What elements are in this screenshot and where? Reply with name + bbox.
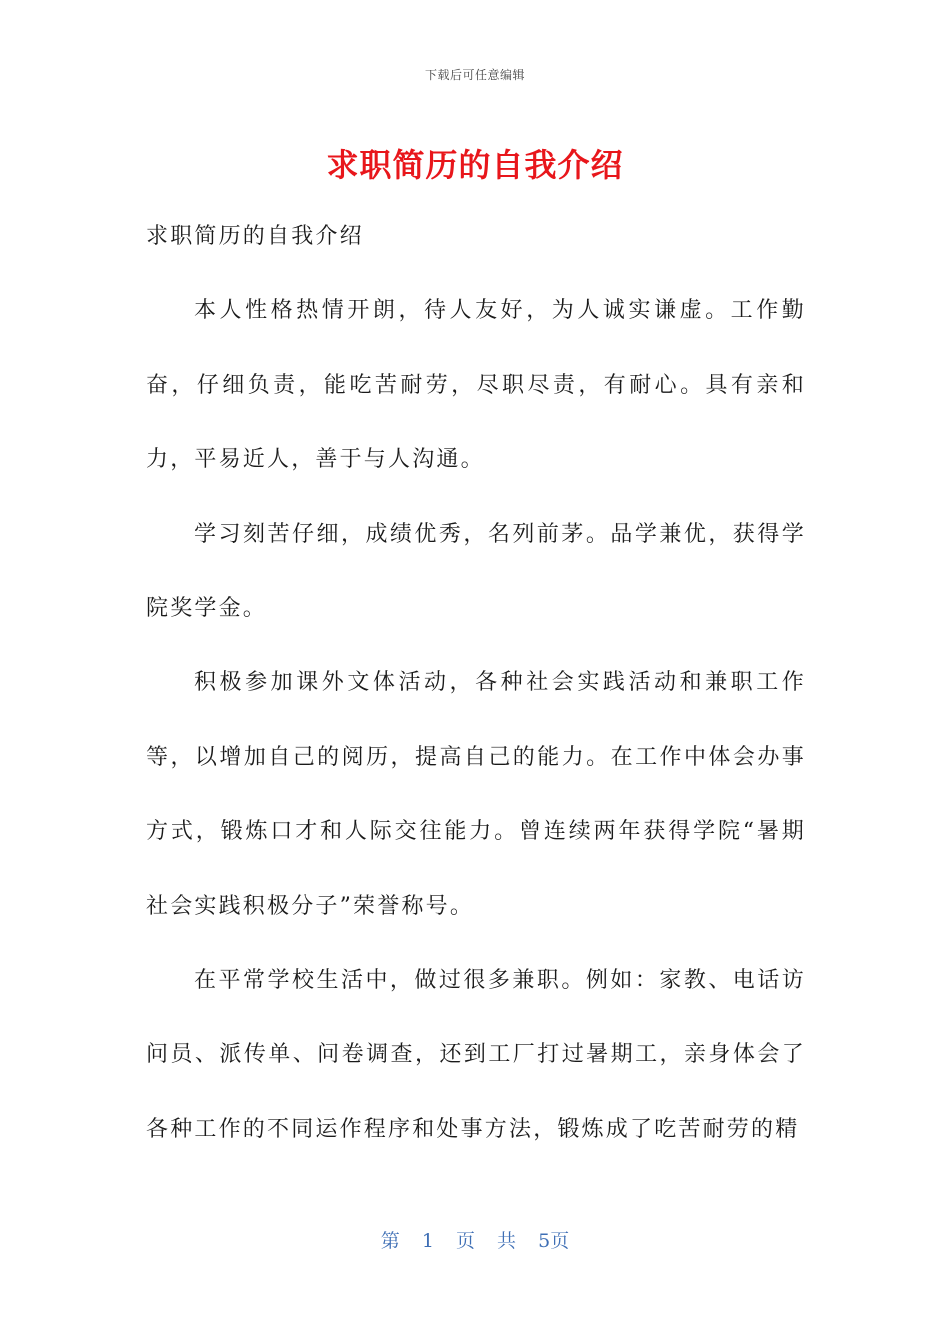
footer-page-label: 第 [380, 1230, 400, 1252]
paragraph-study: 学习刻苦仔细，成绩优秀，名列前茅。品学兼优，获得学院奖学金。 [146, 521, 806, 622]
document-title: 求职简历的自我介绍 [326, 146, 624, 184]
footer-page-number: 1 [421, 1230, 434, 1252]
paragraph-part-time: 在平常学校生活中，做过很多兼职。例如：家教、电话访问员、派传单、问卷调查，还到工厂打过暑期工，亲身体会了各种工作的不同运作程序和处事方法，锻炼成了吃苦耐劳的精 [146, 968, 806, 1142]
footer-total-pages: 5页 [538, 1230, 570, 1252]
footer-page-unit: 页 [455, 1230, 475, 1252]
subtitle-line: 求职简历的自我介绍 [146, 224, 364, 249]
paragraph-personality: 本人性格热情开朗，待人友好，为人诚实谦虚。工作勤奋，仔细负责，能吃苦耐劳，尽职尽责，有耐心。具有亲和力，平易近人，善于与人沟通。 [146, 298, 806, 473]
header-note: 下载后可任意编辑 [424, 68, 525, 82]
paragraph-activities: 积极参加课外文体活动，各种社会实践活动和兼职工作等，以增加自己的阅历，提高自己的能力。在工作中体会办事方式，锻炼口才和人际交往能力。曾连续两年获得学院“暑期社会实践积极分子”荣誉称号。 [146, 670, 806, 919]
document-body [146, 200, 806, 1167]
footer-total-label: 共 [497, 1230, 517, 1252]
page-footer [0, 1226, 950, 1253]
